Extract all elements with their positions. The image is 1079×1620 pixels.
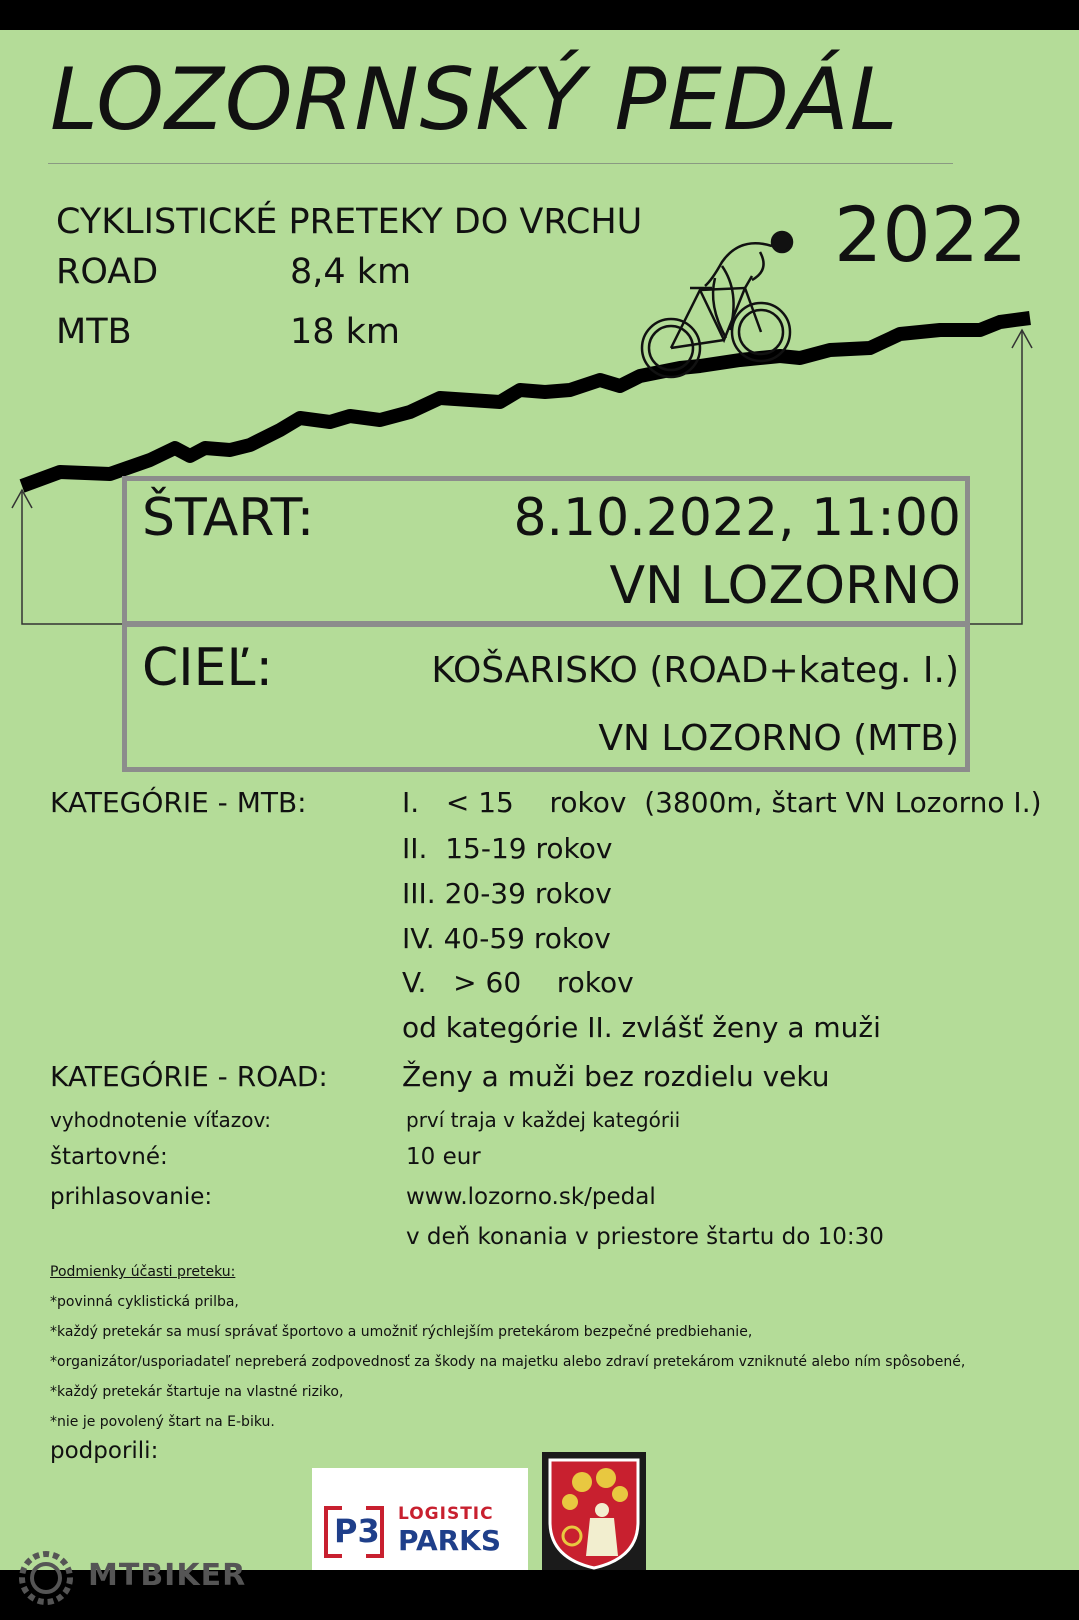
mtb-category-5: V. > 60 rokov <box>402 966 634 999</box>
categories-road-value: Ženy a muži bez rozdielu veku <box>402 1060 830 1093</box>
winners-value: prví traja v každej kategórii <box>406 1108 681 1132</box>
sponsor-line1: LOGISTIC <box>398 1504 494 1524</box>
categories-mtb-label: KATEGÓRIE - MTB: <box>50 786 307 819</box>
mtb-category-3: III. 20-39 rokov <box>402 877 612 910</box>
elevation-line <box>22 318 1030 486</box>
finish-place-mtb: VN LOZORNO (MTB) <box>598 718 959 759</box>
coat-of-arms-logo <box>542 1452 646 1570</box>
start-datetime: 8.10.2022, 11:00 <box>513 488 961 548</box>
registration-label: prihlasovanie: <box>50 1184 213 1210</box>
conditions-heading: Podmienky účasti preteku: <box>50 1264 236 1280</box>
start-label: ŠTART: <box>142 488 315 548</box>
road-distance: 8,4 km <box>290 252 412 292</box>
condition-item: *organizátor/usporiadateľ nepreberá zodpovednosť za škody na majetku alebo zdraví pretekárom vzniknuté alebo ním spôsobené, <box>50 1354 966 1370</box>
winners-label: vyhodnotenie víťazov: <box>50 1108 271 1132</box>
fee-label: štartovné: <box>50 1144 168 1170</box>
categories-road-label: KATEGÓRIE - ROAD: <box>50 1060 328 1093</box>
watermark-text: MTBIKER <box>88 1558 247 1593</box>
left-arrow-line <box>22 492 122 624</box>
registration-url[interactable]: www.lozorno.sk/pedal <box>406 1184 656 1210</box>
condition-item: *každý pretekár sa musí správať športovo a umožniť rýchlejším pretekárom bezpečné predbiehanie, <box>50 1324 753 1340</box>
p3-logistic-parks-logo <box>312 1468 528 1570</box>
p3-mark: P3 <box>334 1512 380 1550</box>
supporters-label: podporili: <box>50 1438 159 1464</box>
mtb-category-4: IV. 40-59 rokov <box>402 922 611 955</box>
mtbiker-watermark <box>14 1546 274 1610</box>
mtb-category-note: od kategórie II. zvlášť ženy a muži <box>402 1011 881 1044</box>
condition-item: *nie je povolený štart na E-biku. <box>50 1414 275 1430</box>
mtb-distance: 18 km <box>290 312 401 352</box>
title-divider <box>48 163 953 164</box>
condition-item: *každý pretekár štartuje na vlastné riziko, <box>50 1384 344 1400</box>
mtb-category-1: I. < 15 rokov (3800m, štart VN Lozorno I.) <box>402 786 1042 819</box>
mtb-label: MTB <box>56 312 132 352</box>
fee-value: 10 eur <box>406 1144 481 1170</box>
registration-note: v deň konania v priestore štartu do 10:30 <box>406 1224 884 1250</box>
event-title: LOZORNSKÝ PEDÁL <box>50 50 899 150</box>
event-year: 2022 <box>834 190 1028 279</box>
event-poster <box>0 30 1079 1570</box>
gear-icon <box>14 1546 78 1610</box>
start-place: VN LOZORNO <box>609 556 961 616</box>
road-label: ROAD <box>56 252 159 292</box>
sponsor-line2: PARKS <box>398 1524 502 1557</box>
condition-item: *povinná cyklistická prilba, <box>50 1294 239 1310</box>
finish-label: CIEĽ: <box>142 638 273 698</box>
mtb-category-2: II. 15-19 rokov <box>402 832 613 865</box>
event-subtitle: CYKLISTICKÉ PRETEKY DO VRCHU <box>56 202 643 242</box>
finish-place-road: KOŠARISKO (ROAD+kateg. I.) <box>431 650 959 691</box>
